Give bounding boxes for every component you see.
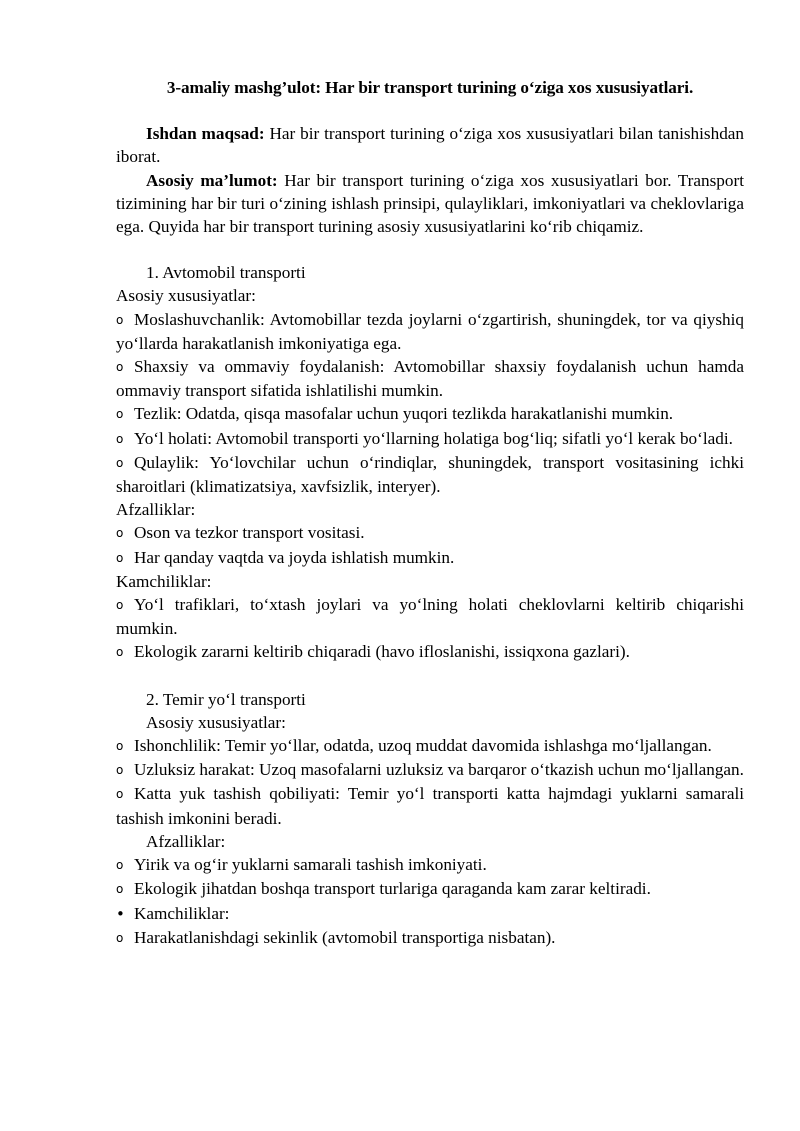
section-heading-car: 1. Avtomobil transporti	[146, 263, 306, 283]
list-item-text: Ishonchlilik: Temir yo‘llar, odatda, uzoq muddat davomida ishlashga mo‘ljallangan.	[134, 736, 712, 756]
list-item-text: Katta yuk tashish qobiliyati: Temir yo‘l transporti katta hajmdagi yuklarni samarali tashish imkonini beradi.	[116, 784, 744, 828]
features-label: Asosiy xususiyatlar:	[116, 286, 256, 306]
list-item	[116, 593, 744, 640]
advantages-label: Afzalliklar:	[146, 831, 226, 851]
circle-bullet-icon: o	[116, 645, 124, 660]
list-item-text: Moslashuvchanlik: Avtomobillar tezda joylarni o‘zgartirish, shuningdek, tor va qiyshiq yo‘llarda harakatlanish imkoniyatiga ega.	[116, 309, 744, 353]
goal-text: Har bir transport turining o‘ziga xos xususiyatlari bilan tanishishdan iborat.	[116, 124, 745, 167]
list-item-text: Qulaylik: Yo‘lovchilar uchun o‘rindiqlar, shuningdek, transport vositasining ichki sharoitlari (klimatizatsiya, xavfsizlik, interyer).	[116, 452, 744, 497]
advantages-label: Afzalliklar:	[116, 500, 196, 520]
goal-label: Ishdan maqsad:	[146, 124, 265, 144]
list-item	[116, 926, 744, 950]
list-item	[116, 521, 744, 545]
circle-bullet-icon: o	[116, 455, 124, 470]
disadvantages-label: Kamchiliklar:	[116, 571, 212, 591]
circle-bullet-icon: o	[116, 739, 124, 754]
list-item-text: Shaxsiy va ommaviy foydalanish: Avtomobillar shaxsiy foydalanish uchun hamda ommaviy transport sifatida ishlatilishi mumkin.	[116, 357, 744, 401]
info-paragraph	[116, 169, 744, 239]
dot-bullet-icon: •	[116, 904, 125, 923]
list-item-text: Tezlik: Odatda, qisqa masofalar uchun yuqori tezlikda harakatlanishi mumkin.	[134, 404, 674, 424]
list-item	[116, 427, 744, 451]
list-item-text: Yo‘l holati: Avtomobil transporti yo‘llarning holatiga bog‘liq; sifatli yo‘l kerak bo‘ladi.	[134, 428, 733, 448]
list-item	[116, 546, 744, 570]
list-item	[116, 782, 744, 829]
list-item	[116, 877, 744, 901]
circle-bullet-icon: o	[116, 550, 124, 565]
list-item	[116, 308, 744, 355]
circle-bullet-icon: o	[116, 930, 124, 945]
list-item-text: Ekologik zararni keltirib chiqaradi (havo ifloslanishi, issiqxona gazlari).	[134, 642, 630, 662]
list-item	[116, 734, 744, 758]
circle-bullet-icon: o	[116, 598, 124, 613]
section-heading-rail: 2. Temir yo‘l transporti	[146, 689, 306, 709]
disadvantages-label-text: Kamchiliklar:	[134, 903, 230, 923]
circle-bullet-icon: o	[116, 312, 124, 327]
circle-bullet-icon: o	[116, 407, 124, 422]
list-item-text: Har qanday vaqtda va joyda ishlatish mumkin.	[134, 547, 455, 567]
list-item-text: Harakatlanishdagi sekinlik (avtomobil transportiga nisbatan).	[134, 927, 556, 947]
list-item-text: Uzluksiz harakat: Uzoq masofalarni uzluksiz va barqaror o‘tkazish uchun mo‘ljallangan.	[134, 760, 744, 780]
list-item	[116, 402, 744, 426]
circle-bullet-icon: o	[116, 763, 124, 778]
document-title: 3-amaliy mashg’ulot: Har bir transport turining o‘ziga xos xususiyatlari.	[166, 78, 694, 97]
list-item	[116, 758, 744, 782]
info-text: Har bir transport turining o‘ziga xos xususiyatlari bor. Transport tizimining har bir turi o‘zining ishlash prinsipi, qulayliklari, imkoniyatlari va cheklovlariga ega. Quyida har bir transport turining asosiy xususiyatlarini ko‘rib chiqamiz.	[116, 170, 744, 237]
list-item	[116, 451, 744, 498]
blank-line	[116, 238, 744, 261]
disadvantages-label	[116, 902, 744, 926]
blank-line	[116, 99, 744, 122]
document-content	[116, 76, 744, 950]
circle-bullet-icon: o	[116, 431, 124, 446]
circle-bullet-icon: o	[116, 526, 124, 541]
list-item	[116, 853, 744, 877]
circle-bullet-icon: o	[116, 787, 124, 802]
list-item-text: Yo‘l trafiklari, to‘xtash joylari va yo‘lning holati cheklovlarni keltirib chiqarishi mumkin.	[116, 595, 744, 639]
blank-line	[116, 665, 744, 688]
features-label: Asosiy xususiyatlar:	[146, 712, 286, 732]
list-item	[116, 355, 744, 402]
circle-bullet-icon: o	[116, 858, 124, 873]
list-item-text: Ekologik jihatdan boshqa transport turlariga qaraganda kam zarar keltiradi.	[134, 879, 651, 899]
list-item	[116, 640, 744, 664]
info-label: Asosiy ma’lumot:	[146, 170, 278, 190]
list-item-text: Oson va tezkor transport vositasi.	[134, 523, 365, 543]
circle-bullet-icon: o	[116, 882, 124, 897]
circle-bullet-icon: o	[116, 360, 124, 375]
goal-paragraph	[116, 122, 744, 168]
list-item-text: Yirik va og‘ir yuklarni samarali tashish imkoniyati.	[134, 855, 487, 875]
